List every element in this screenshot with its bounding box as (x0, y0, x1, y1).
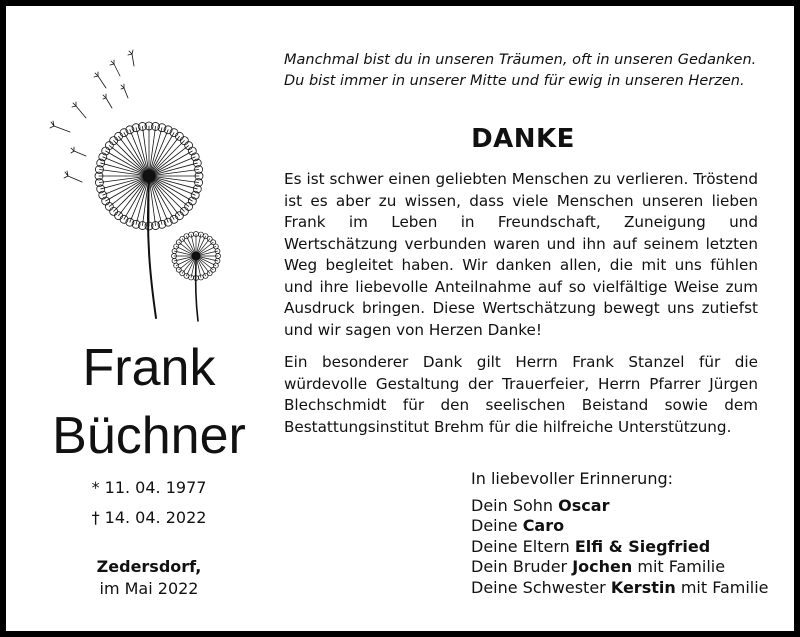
family-row (471, 537, 769, 558)
obituary-card (6, 6, 794, 631)
family-row (471, 578, 769, 599)
relation-suffix: mit Familie (675, 577, 769, 597)
place-date (6, 556, 292, 600)
birth-date: * 11. 04. 1977 (91, 478, 207, 497)
motto-line-1: Manchmal bist du in unseren Träumen, oft in unseren Gedanken. (284, 52, 757, 68)
family-row (471, 557, 769, 578)
last-name: Büchner (52, 407, 246, 465)
motto-line-2: Du bist immer in unserer Mitte und für ewig in unseren Herzen. (284, 73, 745, 89)
person-name: Jochen (572, 557, 633, 576)
dandelion-illustration (46, 46, 226, 326)
family-row (471, 516, 769, 537)
family-list (471, 469, 769, 598)
relation: Dein Sohn (471, 495, 559, 515)
person-name: Caro (522, 516, 565, 535)
relation: Deine Schwester (471, 577, 611, 597)
date-text: im Mai 2022 (99, 579, 199, 598)
family-intro: In liebevoller Erinnerung: (471, 469, 673, 488)
death-date: † 14. 04. 2022 (91, 508, 207, 527)
paragraph-thanks: Es ist schwer einen geliebten Menschen zu verlieren. Tröstend ist es aber zu wissen, dass viele Menschen unseren lieben Frank im Leben in Freundschaft, Zuneigung und Wertschätzung verbunden waren und ihn auf seinem letzten Weg begleitet haben. Wir danken allen, die mit uns fühlen und ihre liebevolle Anteilnahme auf so vielfältige Weise zum Ausdruck bringen. Diese Wertschätzung bewegt uns zutiefst und wir sagen von Herzen Danke! (284, 170, 758, 339)
relation-suffix: mit Familie (632, 557, 726, 576)
family-row (471, 496, 769, 517)
heading: DANKE (471, 124, 575, 154)
relation: Deine (471, 516, 523, 535)
person-name: Oscar (558, 495, 610, 515)
motto (284, 50, 764, 92)
person-name: Elfi & Siegfried (574, 536, 711, 556)
paragraph-special-thanks: Ein besonderer Dank gilt Herrn Frank Stanzel für die würdevolle Gestaltung der Trauerfeier, Herrn Pfarrer Jürgen Blechschmidt für den seelischen Beistand sowie dem Bestattungsinstitut Brehm für die hilfreiche Unterstützung. (284, 353, 758, 436)
relation: Dein Bruder (471, 557, 573, 576)
first-name: Frank (82, 339, 216, 397)
relation: Deine Eltern (471, 536, 575, 556)
person-name: Kerstin (610, 577, 676, 597)
town: Zedersdorf, (96, 557, 202, 576)
